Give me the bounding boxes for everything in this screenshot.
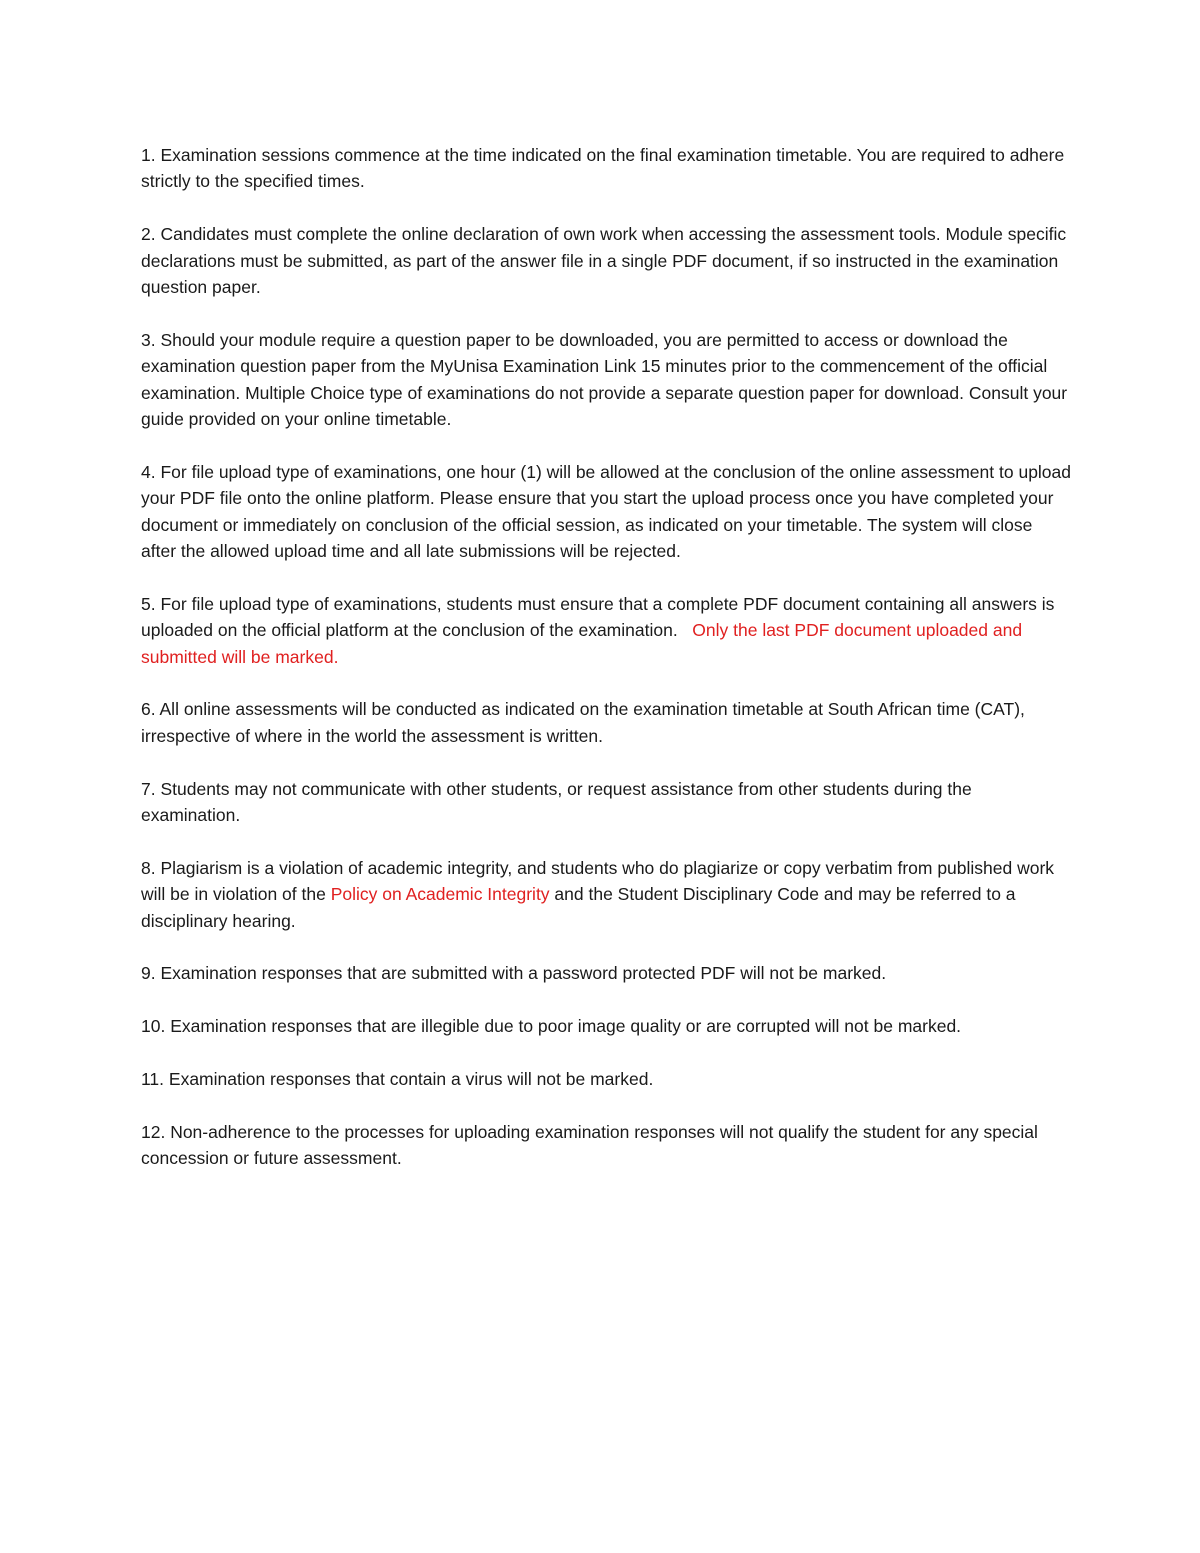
rule-12: [141, 1119, 1071, 1172]
rule-9: [141, 960, 1071, 986]
rules-list: [141, 142, 1071, 1198]
rule-number: 11.: [141, 1069, 165, 1090]
rule-number: 2.: [141, 224, 156, 245]
rule-text: Plagiarism is a violation of academic integrity, and students who do plagiarize or copy verbatim from published work will be in violation of the: [141, 857, 1055, 905]
rule-number: 4.: [141, 461, 156, 482]
rule-text: For file upload type of examinations, one hour (1) will be allowed at the conclusion of the online assessment to upload your PDF file onto the online platform. Please ensure that you start the upload process once you have completed your document or immediately on conclusion of the official session, as indicated on your timetable. The system will close after the allowed upload time and all late submissions will be rejected.: [141, 461, 1072, 562]
rule-number: 12.: [141, 1121, 166, 1142]
rule-text: Examination responses that contain a virus will not be marked.: [164, 1069, 654, 1090]
rule-text: All online assessments will be conducted as indicated on the examination timetable at South African time (CAT), irrespective of where in the world the assessment is written.: [141, 699, 1025, 746]
rule-number: 5.: [141, 593, 156, 614]
rule-text: Students may not communicate with other students, or request assistance from other students during the examination.: [141, 778, 972, 826]
rule-5: [141, 591, 1071, 670]
rule-10: [141, 1013, 1071, 1039]
rule-highlight: Only the last PDF document uploaded and submitted will be marked.: [141, 620, 1023, 667]
rule-text: Non-adherence to the processes for uploading examination responses will not qualify the student for any special concession or future assessment.: [141, 1121, 1038, 1169]
rule-number: 6.: [141, 699, 156, 720]
rule-text: Examination sessions commence at the time indicated on the final examination timetable. You are required to adhere strictly to the specified times.: [141, 145, 1065, 192]
rule-7: [141, 776, 1071, 829]
rule-6: [141, 696, 1071, 749]
rule-3: [141, 327, 1071, 433]
rule-number: 3.: [141, 329, 156, 350]
rule-text: Candidates must complete the online declaration of own work when accessing the assessment tools. Module specific declarations must be submitted, as part of the answer file in a single PDF document, if so instructed in the examination question paper.: [141, 224, 1067, 298]
rule-2: [141, 221, 1071, 300]
rule-text: Examination responses that are illegible due to poor image quality or are corrupted will not be marked.: [165, 1016, 962, 1037]
rule-number: 8.: [141, 857, 156, 878]
rule-text-after: and the Student Disciplinary Code and may be referred to a disciplinary hearing.: [141, 884, 1016, 931]
rule-11: [141, 1066, 1071, 1092]
rule-number: 7.: [141, 778, 156, 799]
rule-number: 1.: [141, 145, 156, 165]
rule-number: 9.: [141, 963, 156, 984]
rule-4: [141, 459, 1071, 565]
policy-link[interactable]: Policy on Academic Integrity: [330, 884, 550, 905]
rule-number: 10.: [141, 1016, 166, 1037]
rule-text: Examination responses that are submitted with a password protected PDF will not be marked.: [155, 963, 887, 984]
rule-1: [141, 142, 1071, 195]
rule-text: Should your module require a question paper to be downloaded, you are permitted to access or download the examination question paper from the MyUnisa Examination Link 15 minutes prior to the commencement of the official examination. Multiple Choice type of examinations do not provide a separate question paper for download. Consult your guide provided on your online timetable.: [141, 329, 1068, 430]
rule-text: For file upload type of examinations, students must ensure that a complete PDF document containing all answers is uploaded on the official platform at the conclusion of the examination.: [141, 593, 1060, 641]
rule-8: [141, 855, 1071, 934]
